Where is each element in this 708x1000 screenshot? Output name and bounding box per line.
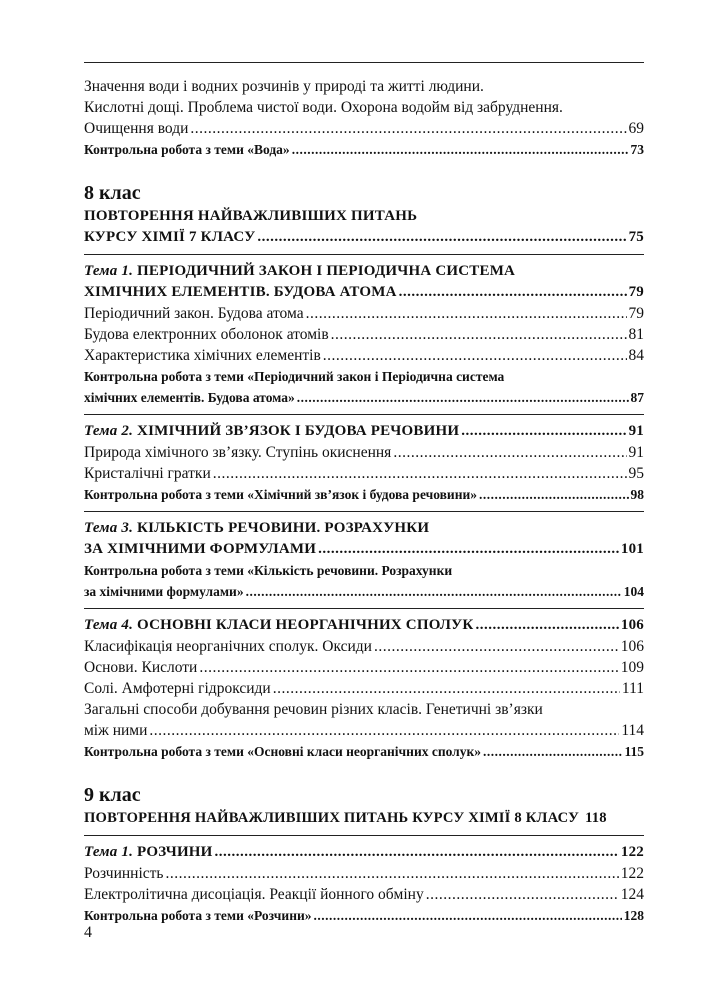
toc-entry[interactable]: Розчинність ..... 122 [84, 863, 644, 884]
toc-entry-test[interactable] [84, 139, 644, 160]
toc-entry[interactable]: Природа хімічного зв’язку. Ступінь окиснення ..... 91 [84, 442, 644, 463]
leader-dots [318, 539, 619, 560]
toc-entry[interactable]: Характеристика хімічних елементів ..... 84 [84, 345, 644, 366]
top-rule [84, 62, 644, 63]
toc-entry[interactable]: Періодичний закон. Будова атома ..... 79 [84, 303, 644, 324]
leader-dots [166, 863, 619, 884]
leader-dots [273, 678, 620, 699]
toc-entry-test[interactable]: Контрольна робота з теми «Хімічний зв’язок і будова речовини» ..... 98 [84, 484, 644, 505]
review-heading: ПОВТОРЕННЯ НАЙВАЖЛИВІШИХ ПИТАНЬ [84, 208, 418, 224]
divider [84, 835, 644, 836]
table-of-contents [84, 76, 644, 926]
leader-dots [297, 387, 629, 408]
leader-dots [190, 118, 626, 139]
grade-heading: 9 клас [84, 784, 141, 806]
toc-entry[interactable]: Електролітична дисоціація. Реакції йонного обміну ..... 124 [84, 884, 644, 905]
tema-label: Тема 1. [84, 844, 134, 860]
toc-entry-test[interactable]: Контрольна робота з теми «Розчини» ..... 128 [84, 905, 644, 926]
leader-dots [306, 303, 627, 324]
toc-entry[interactable] [84, 118, 644, 139]
toc-entry-review[interactable]: ПОВТОРЕННЯ НАЙВАЖЛИВІШИХ ПИТАНЬ КУРСУ ХІМІЇ 8 КЛАСУ 118 [84, 810, 607, 826]
entry-title: Контрольна робота з теми «Вода» [84, 142, 290, 157]
toc-entry[interactable]: Солі. Амфотерні гідроксиди ..... 111 [84, 678, 644, 699]
page-number: 4 [84, 924, 92, 941]
toc-entry-tema[interactable]: Тема 1. РОЗЧИНИ ..... 122 [84, 842, 644, 863]
divider [84, 511, 644, 512]
leader-dots [399, 282, 627, 303]
divider [84, 254, 644, 255]
leader-dots [314, 905, 622, 926]
toc-entry[interactable]: між ними ..... 114 [84, 720, 644, 741]
toc-entry[interactable]: Основи. Кислоти ..... 109 [84, 657, 644, 678]
toc-entry-test[interactable]: хімічних елементів. Будова атома» ..... 87 [84, 387, 644, 408]
toc-entry-tema[interactable]: Тема 4. ОСНОВНІ КЛАСИ НЕОРГАНІЧНИХ СПОЛУК ..... 106 [84, 615, 644, 636]
leader-dots [393, 442, 626, 463]
leader-dots [475, 615, 618, 636]
toc-entry[interactable]: Кристалічні гратки ..... 95 [84, 463, 644, 484]
leader-dots [215, 842, 619, 863]
entry-page: 73 [630, 142, 644, 157]
entry-page: 69 [628, 120, 644, 137]
toc-entry-tema[interactable]: Тема 2. ХІМІЧНИЙ ЗВ’ЯЗОК І БУДОВА РЕЧОВИНИ ..... 91 [84, 421, 644, 442]
test-title-line: Контрольна робота з теми «Періодичний закон і Періодична система [84, 369, 505, 384]
leader-dots [331, 324, 627, 345]
leader-dots [199, 657, 618, 678]
entry-title-line: Загальні способи добування речовин різних класів. Генетичні зв’язки [84, 701, 543, 718]
tema-label: Тема 2. [84, 423, 134, 439]
toc-entry-test[interactable]: за хімічними формулами» ..... 104 [84, 581, 644, 602]
leader-dots [323, 345, 627, 366]
leader-dots [257, 227, 626, 248]
divider [84, 414, 644, 415]
intro-line: Значення води і водних розчинів у природі та житті людини. [84, 78, 484, 95]
leader-dots [479, 484, 628, 505]
tema-heading: Тема 3. КІЛЬКІСТЬ РЕЧОВИНИ. РОЗРАХУНКИ [84, 520, 430, 536]
toc-entry-test[interactable]: Контрольна робота з теми «Основні класи неорганічних сполук» ..... 115 [84, 741, 644, 762]
leader-dots [374, 636, 619, 657]
divider [84, 608, 644, 609]
toc-entry-review[interactable]: КУРСУ ХІМІЇ 7 КЛАСУ ..... 75 [84, 227, 644, 248]
leader-dots [292, 139, 629, 160]
leader-dots [213, 463, 627, 484]
tema-label: Тема 3. [84, 520, 134, 536]
toc-entry-tema[interactable]: ЗА ХІМІЧНИМИ ФОРМУЛАМИ ..... 101 [84, 539, 644, 560]
test-title-line: Контрольна робота з теми «Кількість речовини. Розрахунки [84, 563, 453, 578]
tema-label: Тема 4. [84, 617, 134, 633]
leader-dots [483, 741, 622, 762]
leader-dots [426, 884, 619, 905]
leader-dots [246, 581, 622, 602]
leader-dots [149, 720, 619, 741]
leader-dots [461, 421, 626, 442]
toc-entry[interactable]: Будова електронних оболонок атомів ..... 81 [84, 324, 644, 345]
toc-entry-tema[interactable]: ХІМІЧНИХ ЕЛЕМЕНТІВ. БУДОВА АТОМА ..... 79 [84, 282, 644, 303]
grade-heading: 8 клас [84, 182, 141, 204]
tema-label: Тема 1. [84, 263, 134, 279]
intro-line: Кислотні дощі. Проблема чистої води. Охорона водойм від забруднення. [84, 99, 563, 116]
toc-entry[interactable]: Класифікація неорганічних сполук. Оксиди ..... 106 [84, 636, 644, 657]
entry-title: Очищення води [84, 120, 189, 137]
tema-heading: Тема 1. ПЕРІОДИЧНИЙ ЗАКОН І ПЕРІОДИЧНА СИСТЕМА [84, 263, 516, 279]
